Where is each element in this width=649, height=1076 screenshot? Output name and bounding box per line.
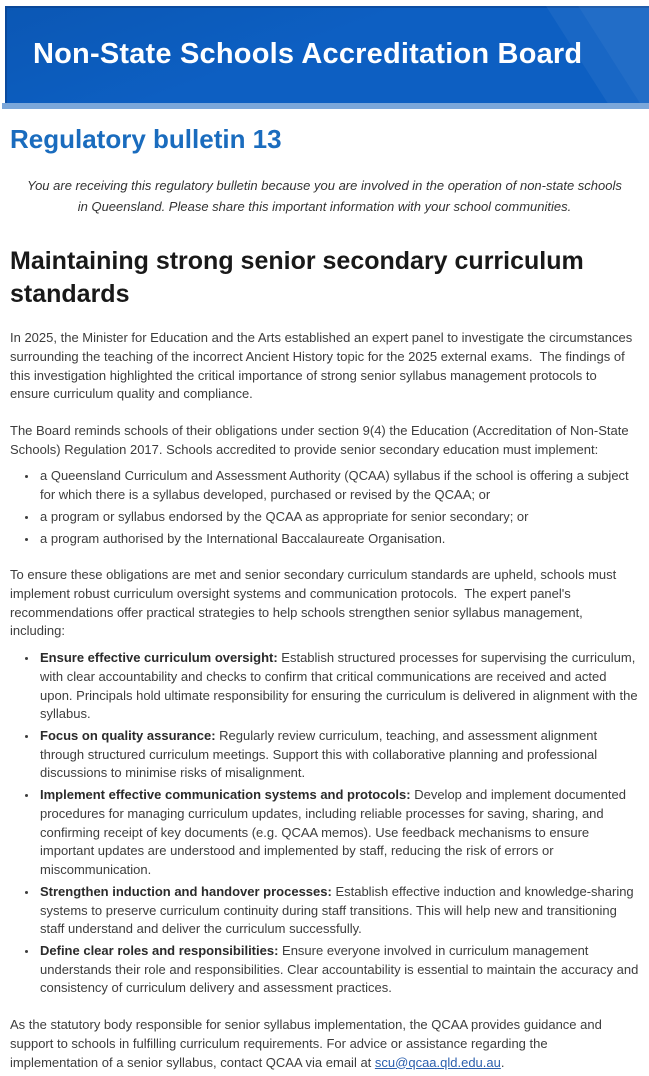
list-item-lead: Define clear roles and responsibilities: <box>40 942 279 958</box>
closing-text-before-link: As the statutory body responsible for senior syllabus implementation, the QCAA provides guidance and support to schools in fulfilling curriculum requirements. For advice or assistance regarding the implementation of a senior syllabus, contact QCAA via email at <box>10 1017 602 1070</box>
list-item: • a program authorised by the International Baccalaureate Organisation. <box>38 530 639 549</box>
list-item: • Focus on quality assurance: Regularly review curriculum, teaching, and assessment alignment through structured curriculum meetings. Support this with collaborative planning and professional discussions to minimise risks of misalignment. <box>38 727 639 783</box>
closing-text-after-link: . <box>500 1054 505 1070</box>
header-banner <box>5 6 649 103</box>
list-item: • Define clear roles and responsibilities: Ensure everyone involved in curriculum management understands their role and responsibilities. Clear accountability is essential to maintain the accuracy and consistency of curriculum delivery and assessment practices. <box>38 942 639 998</box>
org-title: Non-State Schools Accreditation Board <box>33 38 583 70</box>
closing-paragraph <box>10 1016 639 1072</box>
list-item: • Ensure effective curriculum oversight: Establish structured processes for supervising the curriculum, with clear accountability and checks to confirm that critical communications are received and acted upon. Principals hold ultimate responsibility for ensuring the curriculum is delivered in alignment with the syllabus. <box>38 649 639 724</box>
requirements-list <box>10 467 639 548</box>
list-item-lead: Focus on quality assurance: <box>40 728 216 744</box>
list-item-lead: Strengthen induction and handover processes: <box>40 883 332 899</box>
list-item-lead: Implement effective communication systems and protocols: <box>40 787 411 803</box>
list-item: • Implement effective communication systems and protocols: Develop and implement documented procedures for managing curriculum updates, including reliable processes for saving, sharing, and confirming receipt of key documents (e.g. QCAA memos). Use feedback mechanisms to ensure important updates are understood and implemented by staff, reducing the risk of errors or miscommunication. <box>38 786 639 880</box>
article-heading: Maintaining strong senior secondary curriculum standards <box>10 246 584 308</box>
recommendations-list <box>10 649 639 998</box>
list-item: • Strengthen induction and handover processes: Establish effective induction and knowledge-sharing systems to preserve curriculum continuity during staff transitions. This will help new and transitioning staff understand and deliver the curriculum successfully. <box>38 883 639 939</box>
qcaa-email-link[interactable]: scu@qcaa.qld.edu.au <box>374 1054 501 1070</box>
paragraph-investigation: In 2025, the Minister for Education and the Arts established an expert panel to investigate the circumstances surrounding the teaching of the incorrect Ancient History topic for the 2025 external exams. The findings of this investigation highlighted the critical importance of strong senior syllabus management protocols to ensure curriculum quality and compliance. <box>10 330 633 402</box>
list-item-lead: Ensure effective curriculum oversight: <box>40 650 278 666</box>
list-item: • a Queensland Curriculum and Assessment Authority (QCAA) syllabus if the school is offering a subject for which there is a syllabus developed, purchased or revised by the QCAA; or <box>38 467 639 504</box>
paragraph-recommendations-intro: To ensure these obligations are met and senior secondary curriculum standards are upheld, schools must implement robust curriculum oversight systems and communication protocols. The expert panel's recommendations offer practical strategies to help schools strengthen senior syllabus management, including: <box>10 567 617 639</box>
bulletin-title: Regulatory bulletin 13 <box>10 124 282 154</box>
list-item: • a program or syllabus endorsed by the QCAA as appropriate for senior secondary; or <box>38 508 639 527</box>
paragraph-obligations: The Board reminds schools of their obligations under section 9(4) the Education (Accreditation of Non-State Schools) Regulation 2017. Schools accredited to provide senior secondary education must implement: <box>10 422 629 457</box>
banner-accent-strip <box>2 103 649 109</box>
disclaimer-text: You are receiving this regulatory bulletin because you are involved in the operation of non-state schools in Queensland. Please share this important information with your school communities. <box>27 178 622 214</box>
